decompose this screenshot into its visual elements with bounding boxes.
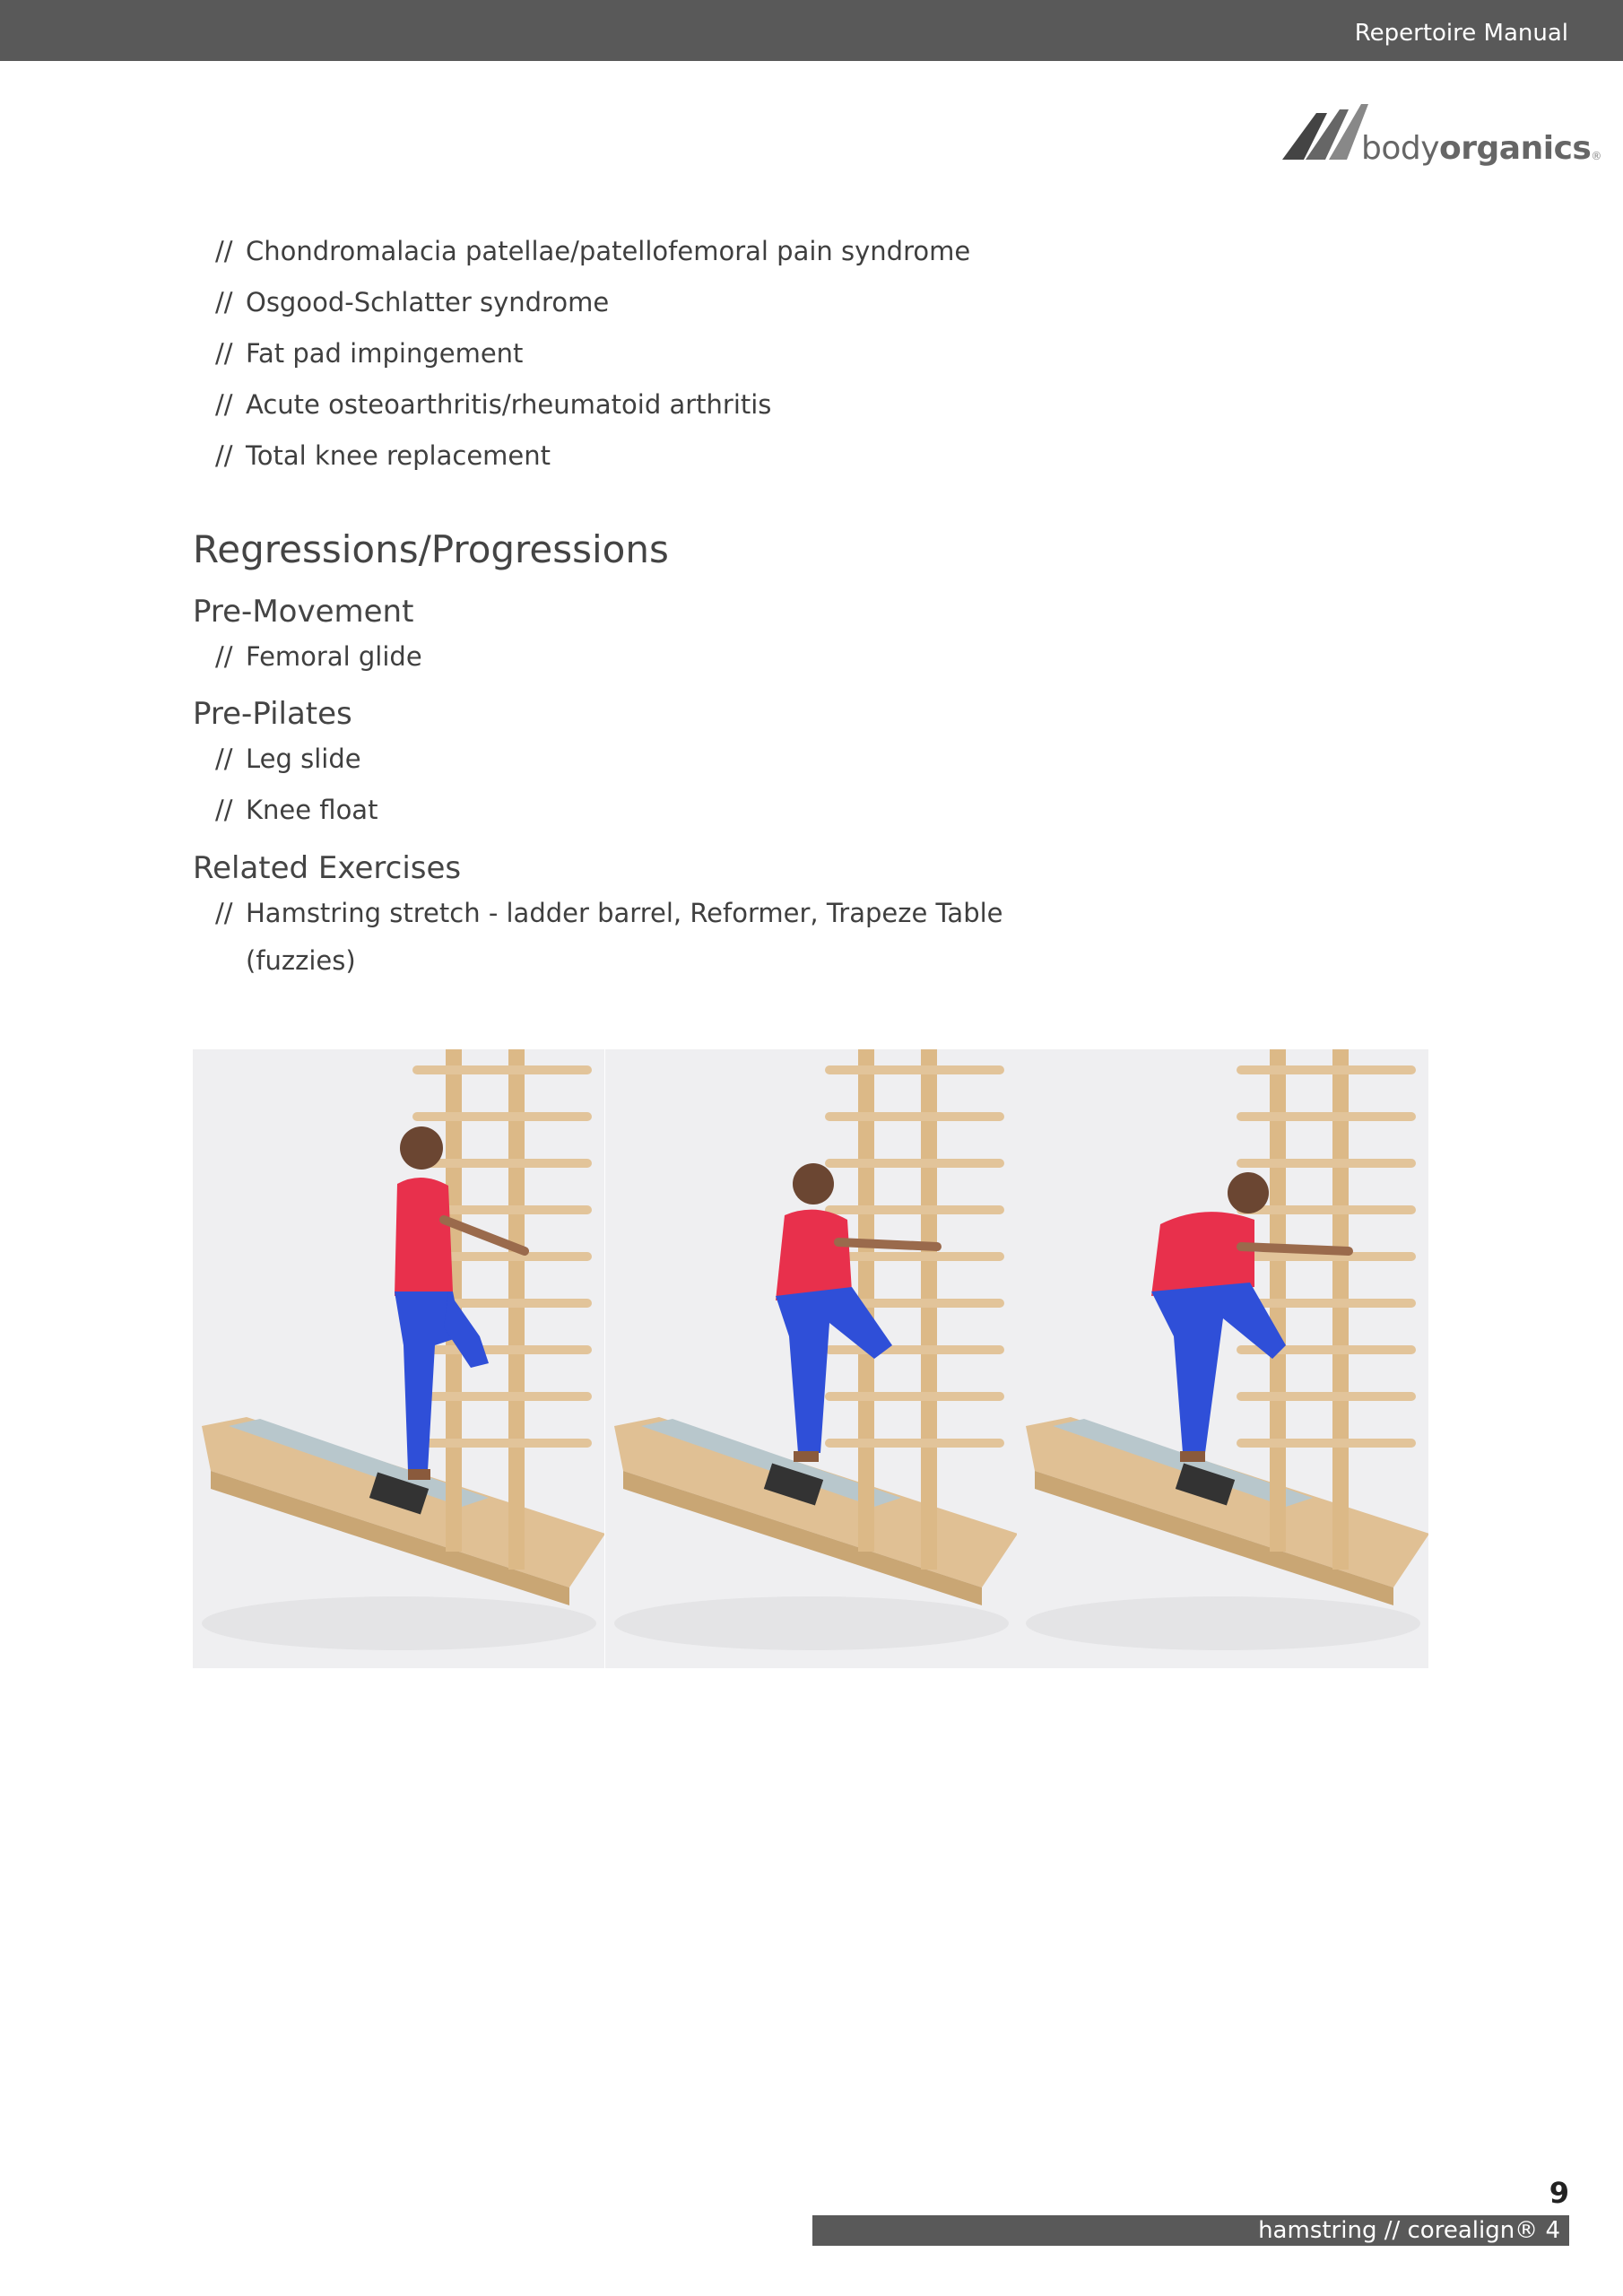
logo-word-body: body bbox=[1361, 130, 1440, 167]
section-heading-regressions: Regressions/Progressions bbox=[193, 527, 669, 571]
list-item: // Femoral glide bbox=[215, 641, 422, 672]
list-item: // Fat pad impingement bbox=[215, 338, 524, 369]
page-number: 9 bbox=[1549, 2176, 1569, 2210]
contraindications-list bbox=[215, 226, 970, 482]
footer-bar bbox=[812, 2215, 1569, 2246]
list-item: // Chondromalacia patellae/patellofemoral pain syndrome bbox=[215, 236, 971, 266]
subheading-pre-pilates: Pre-Pilates bbox=[193, 696, 352, 732]
list-item: // Hamstring stretch - ladder barrel, Reformer, Trapeze Table (fuzzies) bbox=[215, 898, 1003, 976]
subheading-pre-movement: Pre-Movement bbox=[193, 594, 414, 630]
pre-pilates-list bbox=[215, 734, 378, 836]
body-organics-logo bbox=[1280, 91, 1601, 172]
registered-mark: ® bbox=[1591, 150, 1601, 162]
related-exercises-list bbox=[215, 888, 1003, 983]
pre-movement-list bbox=[215, 631, 422, 683]
list-item: // Acute osteoarthritis/rheumatoid arthritis bbox=[215, 389, 772, 420]
list-item: // Knee float bbox=[215, 795, 378, 825]
exercise-photo-1 bbox=[193, 1049, 604, 1668]
logo-word-organics: organics bbox=[1439, 130, 1592, 167]
exercise-photo-strip bbox=[193, 1049, 1428, 1668]
list-item: // Total knee replacement bbox=[215, 440, 551, 471]
exercise-photo-2 bbox=[605, 1049, 1017, 1668]
logo-wordmark bbox=[1361, 131, 1601, 167]
manual-title: Repertoire Manual bbox=[1354, 20, 1568, 47]
list-item: // Osgood-Schlatter syndrome bbox=[215, 287, 610, 317]
list-item: // Leg slide bbox=[215, 744, 361, 774]
exercise-photo-3 bbox=[1017, 1049, 1428, 1668]
footer-section-label: hamstring // corealign® 4 bbox=[1258, 2217, 1560, 2244]
header-bar bbox=[0, 0, 1623, 61]
subheading-related-exercises: Related Exercises bbox=[193, 850, 462, 886]
